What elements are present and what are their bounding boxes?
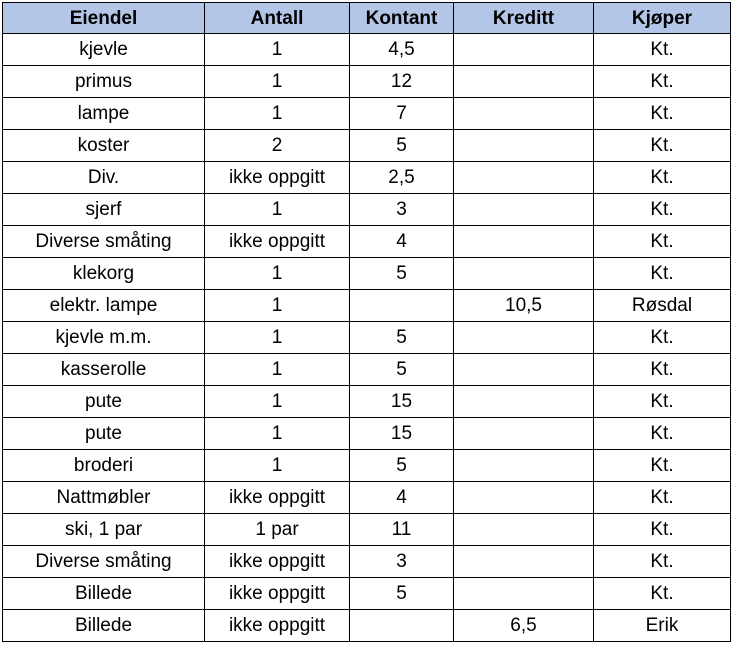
cell-kjoper: Kt.: [594, 258, 731, 290]
cell-antall: ikke oppgitt: [205, 226, 350, 258]
cell-antall: ikke oppgitt: [205, 546, 350, 578]
table-row: [3, 450, 731, 482]
cell-kreditt: [454, 450, 594, 482]
cell-kjoper: Erik: [594, 610, 731, 642]
cell-kreditt: [454, 386, 594, 418]
cell-kontant: 5: [350, 130, 454, 162]
cell-antall: ikke oppgitt: [205, 578, 350, 610]
cell-eiendel: Diverse småting: [3, 226, 205, 258]
table-row: [3, 162, 731, 194]
cell-antall: 1 par: [205, 514, 350, 546]
cell-kontant: 11: [350, 514, 454, 546]
cell-eiendel: Div.: [3, 162, 205, 194]
cell-kjoper: Kt.: [594, 66, 731, 98]
cell-kontant: 5: [350, 578, 454, 610]
cell-kontant: 5: [350, 354, 454, 386]
table-row: [3, 514, 731, 546]
table-row: [3, 546, 731, 578]
cell-antall: 2: [205, 130, 350, 162]
table-row: [3, 578, 731, 610]
cell-kreditt: [454, 34, 594, 66]
cell-eiendel: Billede: [3, 578, 205, 610]
cell-eiendel: koster: [3, 130, 205, 162]
cell-kjoper: Kt.: [594, 386, 731, 418]
header-eiendel: Eiendel: [3, 3, 205, 34]
cell-kontant: 15: [350, 386, 454, 418]
cell-eiendel: Billede: [3, 610, 205, 642]
table-row: [3, 322, 731, 354]
cell-eiendel: broderi: [3, 450, 205, 482]
cell-eiendel: kjevle: [3, 34, 205, 66]
table-row: [3, 258, 731, 290]
header-antall: Antall: [205, 3, 350, 34]
cell-kjoper: Kt.: [594, 578, 731, 610]
cell-antall: 1: [205, 418, 350, 450]
cell-eiendel: Diverse småting: [3, 546, 205, 578]
cell-eiendel: pute: [3, 418, 205, 450]
table-row: [3, 98, 731, 130]
cell-kreditt: [454, 514, 594, 546]
cell-antall: ikke oppgitt: [205, 610, 350, 642]
cell-kjoper: Kt.: [594, 546, 731, 578]
table-row: [3, 66, 731, 98]
cell-kreditt: [454, 546, 594, 578]
header-kreditt: Kreditt: [454, 3, 594, 34]
cell-antall: 1: [205, 290, 350, 322]
table-body: [3, 34, 731, 642]
cell-kreditt: [454, 162, 594, 194]
cell-kjoper: Kt.: [594, 450, 731, 482]
cell-antall: 1: [205, 354, 350, 386]
cell-kjoper: Kt.: [594, 482, 731, 514]
cell-eiendel: lampe: [3, 98, 205, 130]
table-row: [3, 482, 731, 514]
cell-kjoper: Kt.: [594, 226, 731, 258]
cell-eiendel: elektr. lampe: [3, 290, 205, 322]
cell-antall: 1: [205, 66, 350, 98]
cell-kreditt: [454, 578, 594, 610]
cell-kreditt: [454, 194, 594, 226]
cell-kjoper: Kt.: [594, 98, 731, 130]
inventory-table: [2, 2, 731, 642]
cell-kontant: 4: [350, 226, 454, 258]
cell-eiendel: ski, 1 par: [3, 514, 205, 546]
table-row: [3, 386, 731, 418]
cell-antall: 1: [205, 450, 350, 482]
cell-kjoper: Kt.: [594, 130, 731, 162]
cell-kreditt: [454, 66, 594, 98]
table-row: [3, 290, 731, 322]
cell-kreditt: [454, 354, 594, 386]
header-kjoper: Kjøper: [594, 3, 731, 34]
cell-kontant: 3: [350, 194, 454, 226]
cell-kontant: 12: [350, 66, 454, 98]
cell-kjoper: Kt.: [594, 418, 731, 450]
cell-eiendel: kasserolle: [3, 354, 205, 386]
cell-kreditt: [454, 258, 594, 290]
cell-kontant: 15: [350, 418, 454, 450]
table-row: [3, 34, 731, 66]
cell-eiendel: klekorg: [3, 258, 205, 290]
cell-kreditt: [454, 418, 594, 450]
header-row: [3, 3, 731, 34]
cell-kjoper: Kt.: [594, 34, 731, 66]
cell-kontant: 4,5: [350, 34, 454, 66]
cell-antall: 1: [205, 258, 350, 290]
cell-kreditt: [454, 130, 594, 162]
cell-antall: 1: [205, 322, 350, 354]
cell-antall: 1: [205, 34, 350, 66]
cell-kontant: 3: [350, 546, 454, 578]
table-row: [3, 418, 731, 450]
cell-eiendel: kjevle m.m.: [3, 322, 205, 354]
cell-eiendel: sjerf: [3, 194, 205, 226]
cell-kreditt: [454, 226, 594, 258]
cell-kjoper: Kt.: [594, 194, 731, 226]
table-header: [3, 3, 731, 34]
cell-antall: 1: [205, 386, 350, 418]
cell-eiendel: primus: [3, 66, 205, 98]
cell-antall: ikke oppgitt: [205, 162, 350, 194]
cell-antall: ikke oppgitt: [205, 482, 350, 514]
cell-kontant: 5: [350, 258, 454, 290]
cell-kreditt: [454, 322, 594, 354]
table-row: [3, 194, 731, 226]
cell-kjoper: Kt.: [594, 322, 731, 354]
cell-kjoper: Røsdal: [594, 290, 731, 322]
cell-kontant: 5: [350, 450, 454, 482]
table-row: [3, 226, 731, 258]
cell-kreditt: 10,5: [454, 290, 594, 322]
cell-kjoper: Kt.: [594, 514, 731, 546]
cell-antall: 1: [205, 194, 350, 226]
table-row: [3, 130, 731, 162]
cell-kontant: 5: [350, 322, 454, 354]
cell-kontant: 2,5: [350, 162, 454, 194]
table-row: [3, 354, 731, 386]
cell-eiendel: Nattmøbler: [3, 482, 205, 514]
cell-antall: 1: [205, 98, 350, 130]
cell-kreditt: [454, 482, 594, 514]
header-kontant: Kontant: [350, 3, 454, 34]
cell-kontant: 7: [350, 98, 454, 130]
cell-eiendel: pute: [3, 386, 205, 418]
cell-kreditt: [454, 98, 594, 130]
cell-kontant: 4: [350, 482, 454, 514]
table-row: [3, 610, 731, 642]
cell-kjoper: Kt.: [594, 162, 731, 194]
cell-kreditt: 6,5: [454, 610, 594, 642]
cell-kjoper: Kt.: [594, 354, 731, 386]
cell-kontant: [350, 610, 454, 642]
cell-kontant: [350, 290, 454, 322]
